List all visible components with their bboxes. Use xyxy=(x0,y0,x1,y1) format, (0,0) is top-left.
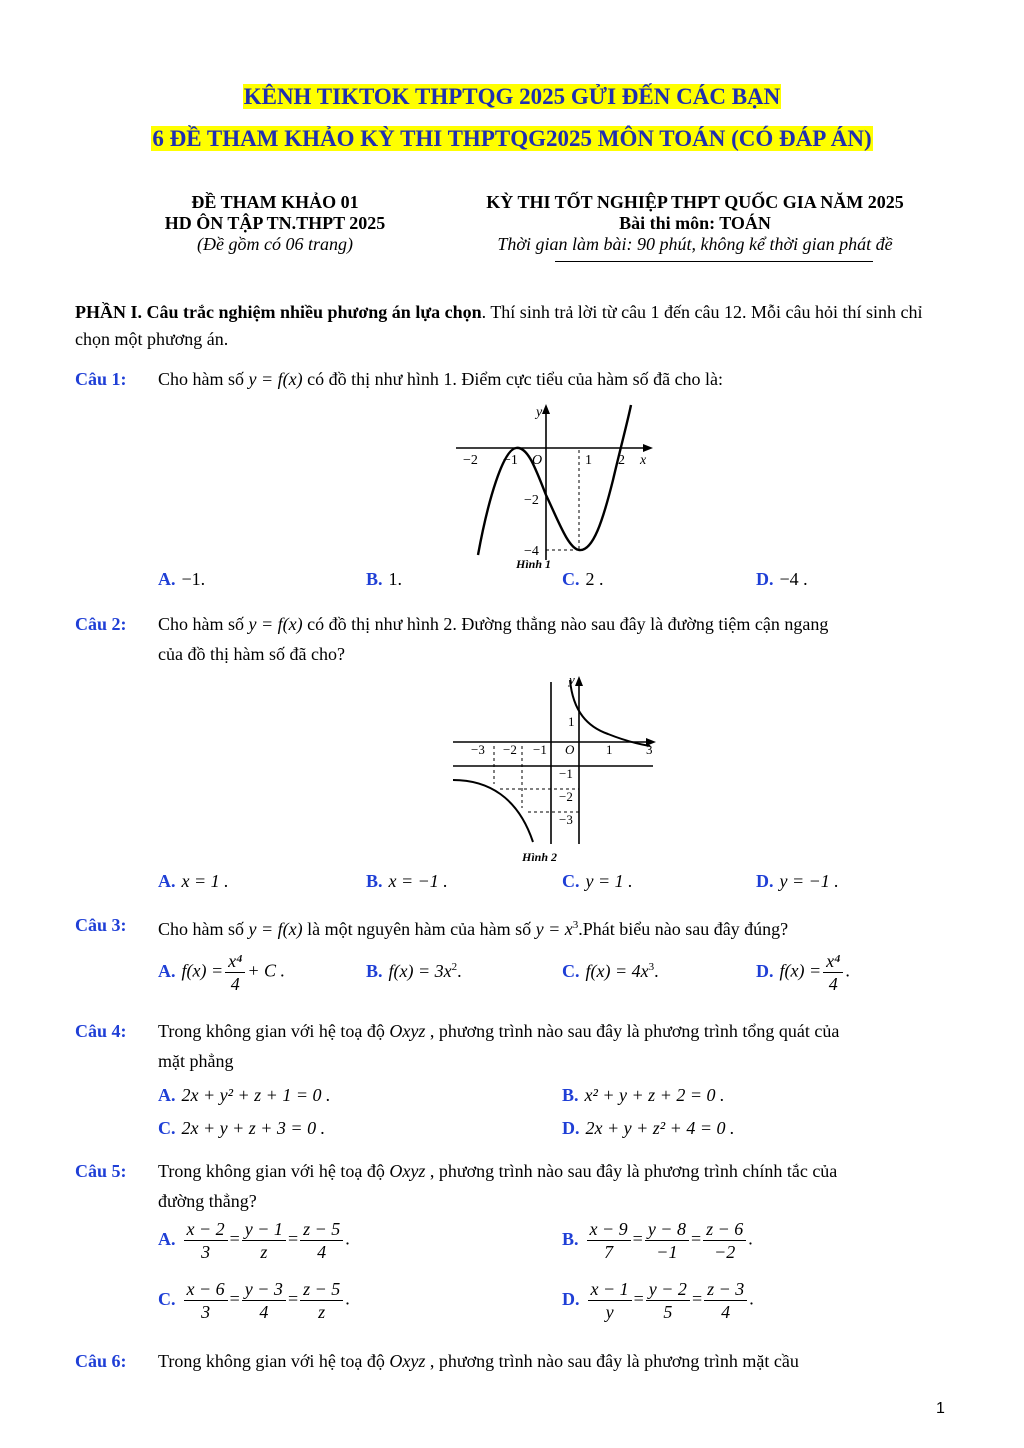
exam-subject: Bài thi môn: TOÁN xyxy=(619,213,771,233)
fraction-numerator: x − 6 xyxy=(184,1278,228,1301)
q5-text-pre: Trong không gian với hệ toạ độ xyxy=(158,1161,390,1181)
option-letter: A. xyxy=(158,1228,176,1249)
option-value: −4 . xyxy=(779,569,808,589)
option-fraction xyxy=(242,1218,286,1263)
option-letter: A. xyxy=(158,960,176,981)
option-letter: B. xyxy=(366,961,383,981)
option-letter: C. xyxy=(562,961,580,981)
fig2-origin: O xyxy=(565,742,575,757)
fraction-numerator: x − 9 xyxy=(587,1218,631,1241)
q3-option-a[interactable] xyxy=(158,950,285,995)
q5-option-c[interactable]: C. $\frac{x - 6}{3}$ = $\frac{y - 3}{4}$ = $\frac{z - 5}{z}$ . xyxy=(158,1279,350,1322)
fig2-xtick: 3 xyxy=(646,742,653,757)
option-value: 2x + y + z² + 4 = 0 . xyxy=(585,1118,735,1138)
q2-option-d[interactable] xyxy=(756,871,839,892)
question-6-label: Câu 6: xyxy=(75,1351,127,1371)
option-letter: D. xyxy=(756,569,774,589)
fig2-ytick: −3 xyxy=(559,812,573,827)
q4-option-a[interactable] xyxy=(158,1085,330,1106)
option-letter: C. xyxy=(158,1118,176,1138)
fraction-denominator: z xyxy=(318,1302,326,1322)
option-fraction xyxy=(703,1218,746,1263)
q4-option-b[interactable] xyxy=(562,1085,724,1106)
fig1-curve xyxy=(478,405,631,555)
fig1-xtick: −2 xyxy=(463,453,478,468)
q2-text-pre: Cho hàm số xyxy=(158,614,249,634)
option-letter: D. xyxy=(562,1118,580,1138)
q5-option-a[interactable]: A. $\frac{x - 2}{3}$ = $\frac{y - 1}{z}$ = $\frac{z - 5}{4}$ . xyxy=(158,1219,350,1262)
header-left xyxy=(140,192,410,255)
q2-math: y = f(x) xyxy=(248,614,303,634)
exam-time: Thời gian làm bài: 90 phút, không kể thời gian phát đề xyxy=(497,234,893,254)
option-tail: . xyxy=(654,961,659,981)
banner-line-1 xyxy=(0,84,1024,110)
option-tail: . xyxy=(457,961,462,981)
option-fraction xyxy=(242,1278,286,1323)
q5-option-b[interactable]: B. $\frac{x - 9}{7}$ = $\frac{y - 8}{-1}$ = $\frac{z - 6}{-2}$ . xyxy=(562,1219,753,1262)
q3-option-c[interactable] xyxy=(562,961,659,982)
fig1-origin: O xyxy=(532,453,543,468)
option-value: y = 1 . xyxy=(585,871,633,891)
exam-org: HD ÔN TẬP TN.THPT 2025 xyxy=(164,213,386,233)
fraction-denominator: 7 xyxy=(604,1242,614,1262)
section-text: . Thí sinh trả lời từ câu 1 đến câu 12. Mỗi câu hỏi thí sinh chỉ chọn một phương án. xyxy=(75,302,923,349)
q5-math: Oxyz xyxy=(389,1161,426,1181)
question-1-text xyxy=(158,364,958,394)
fig1-caption: Hình 1 xyxy=(516,557,552,570)
q3-option-b[interactable] xyxy=(366,961,462,982)
option-sup: 2 xyxy=(451,961,458,973)
fig2-xtick: 1 xyxy=(606,742,613,757)
option-value: x = −1 . xyxy=(388,871,448,891)
option-lhs: f(x) = 3x xyxy=(388,961,452,981)
section-intro xyxy=(75,299,955,353)
fraction-denominator: 4 xyxy=(259,1302,269,1322)
question-2-label: Câu 2: xyxy=(75,614,127,634)
question-1-label: Câu 1: xyxy=(75,369,127,389)
option-value: 2x + y + z + 3 = 0 . xyxy=(181,1118,326,1138)
fig2-xtick: −1 xyxy=(533,742,547,757)
option-fraction xyxy=(300,1278,343,1323)
option-fraction xyxy=(704,1278,747,1323)
question-4-text xyxy=(158,1016,958,1076)
fraction-denominator: 4 xyxy=(721,1302,731,1322)
q1-math: y = f(x) xyxy=(248,369,303,389)
q5-option-d[interactable]: D. $\frac{x - 1}{y}$ = $\frac{y - 2}{5}$ = $\frac{z - 3}{4}$ . xyxy=(562,1279,754,1322)
exam-name: KỲ THI TỐT NGHIỆP THPT QUỐC GIA NĂM 2025 xyxy=(486,192,904,212)
fig1-xtick: −1 xyxy=(503,453,518,468)
option-value: 2x + y² + z + 1 = 0 . xyxy=(181,1085,331,1105)
fraction-denominator: 3 xyxy=(201,1302,211,1322)
option-letter: B. xyxy=(562,1228,579,1249)
option-fraction xyxy=(587,1218,631,1263)
option-value: x = 1 . xyxy=(181,871,229,891)
option-fraction xyxy=(184,1278,228,1323)
fig2-ytick: 1 xyxy=(568,714,575,729)
fig2-curve-right xyxy=(570,680,650,746)
page-number: 1 xyxy=(936,1400,945,1417)
fig2-xtick: −3 xyxy=(471,742,485,757)
fraction-numerator: x − 1 xyxy=(588,1278,632,1301)
fraction-denominator: 4 xyxy=(828,974,838,994)
q2-option-b[interactable] xyxy=(366,871,448,892)
option-value: x² + y + z + 2 = 0 . xyxy=(584,1085,725,1105)
q3-math2-sup: 3 xyxy=(572,919,579,931)
option-fraction xyxy=(225,950,245,995)
option-letter: C. xyxy=(562,569,580,589)
q5-text-post: , phương trình nào sau đây là phương trình chính tắc của xyxy=(425,1161,838,1181)
option-lhs: f(x) = xyxy=(181,960,224,981)
header-right xyxy=(440,192,950,255)
banner-line-1-text: KÊNH TIKTOK THPTQG 2025 GỬI ĐẾN CÁC BẠN xyxy=(243,84,781,109)
page-count-note: (Đề gồm có 06 trang) xyxy=(197,234,353,254)
fraction-numerator: y − 8 xyxy=(645,1218,689,1241)
question-5-text xyxy=(158,1156,958,1216)
question-4-label: Câu 4: xyxy=(75,1021,127,1041)
q6-math: Oxyz xyxy=(389,1351,426,1371)
q3-text-pre: Cho hàm số xyxy=(158,919,249,939)
q1-option-b[interactable] xyxy=(366,569,402,590)
option-letter: A. xyxy=(158,569,176,589)
fig1-ytick: −2 xyxy=(524,493,539,508)
fraction-numerator: x − 2 xyxy=(184,1218,228,1241)
q5-text-line2: đường thẳng? xyxy=(158,1191,257,1211)
fraction-numerator: y − 2 xyxy=(646,1278,690,1301)
option-letter: B. xyxy=(366,569,383,589)
option-letter: A. xyxy=(158,871,176,891)
header-underline xyxy=(555,261,873,262)
fig1-xtick: 2 xyxy=(618,453,625,468)
q1-option-c[interactable] xyxy=(562,569,604,590)
q6-text-pre: Trong không gian với hệ toạ độ xyxy=(158,1351,390,1371)
option-letter: D. xyxy=(756,871,774,891)
exam-code: ĐỀ THAM KHẢO 01 xyxy=(191,192,359,212)
q4-text-pre: Trong không gian với hệ toạ độ xyxy=(158,1021,390,1041)
option-tail: + C . xyxy=(247,960,286,981)
fraction-numerator: y − 3 xyxy=(242,1278,286,1301)
question-3-text xyxy=(158,910,958,944)
option-tail: . xyxy=(845,960,850,981)
option-letter: A. xyxy=(158,1085,176,1105)
fraction-denominator: −2 xyxy=(714,1242,736,1262)
q4-option-c[interactable] xyxy=(158,1118,325,1139)
q3-math2: y = x xyxy=(535,919,573,939)
q2-text-post: có đồ thị như hình 2. Đường thẳng nào sau đây là đường tiệm cận ngang xyxy=(302,614,829,634)
fraction-numerator: y − 1 xyxy=(242,1218,286,1241)
banner-line-2-text: 6 ĐỀ THAM KHẢO KỲ THI THPTQG2025 MÔN TOÁN (CÓ ĐÁP ÁN) xyxy=(152,126,872,151)
fraction-numerator: z − 5 xyxy=(300,1278,343,1301)
fraction-denominator: z xyxy=(260,1242,268,1262)
q1-option-d[interactable] xyxy=(756,569,808,590)
q1-text-pre: Cho hàm số xyxy=(158,369,249,389)
option-value: −1. xyxy=(181,569,206,589)
fig1-y-label: y xyxy=(536,405,543,420)
option-fraction xyxy=(823,950,843,995)
option-lhs: f(x) = 4x xyxy=(585,961,649,981)
fig1-xtick: 1 xyxy=(585,453,592,468)
q3-text-mid: là một nguyên hàm của hàm số xyxy=(302,919,536,939)
q3-option-d[interactable] xyxy=(756,950,850,995)
q2-option-c[interactable] xyxy=(562,871,633,892)
fraction-numerator: z − 5 xyxy=(300,1218,343,1241)
q6-text-post: , phương trình nào sau đây là phương trình mặt cầu xyxy=(425,1351,799,1371)
q1-option-a[interactable] xyxy=(158,569,205,590)
q3-text-post: .Phát biểu nào sau đây đúng? xyxy=(578,919,789,939)
option-value: y = −1 . xyxy=(779,871,839,891)
fraction-denominator: −1 xyxy=(656,1242,678,1262)
figure-2-graph xyxy=(448,672,663,864)
section-title: PHẦN I. Câu trắc nghiệm nhiều phương án lựa chọn xyxy=(75,302,482,322)
fig2-y-arrow xyxy=(575,676,583,686)
fig2-y-label: y xyxy=(569,672,575,687)
q3-math: y = f(x) xyxy=(248,919,303,939)
q4-text-post: , phương trình nào sau đây là phương trình tổng quát của xyxy=(425,1021,840,1041)
question-2-text xyxy=(158,609,958,669)
option-fraction xyxy=(646,1278,690,1323)
q1-text-post: có đồ thị như hình 1. Điểm cực tiểu của hàm số đã cho là: xyxy=(302,369,724,389)
fig2-ytick: −2 xyxy=(559,789,573,804)
question-3-label: Câu 3: xyxy=(75,915,127,935)
fraction-denominator: 3 xyxy=(201,1242,211,1262)
fig2-ytick: −1 xyxy=(559,766,573,781)
q4-text-line2: mặt phẳng xyxy=(158,1051,234,1071)
fraction-denominator: 4 xyxy=(230,974,240,994)
fig2-xtick: −2 xyxy=(503,742,517,757)
fraction-numerator: z − 3 xyxy=(704,1278,747,1301)
fraction-numerator: z − 6 xyxy=(703,1218,746,1241)
banner-line-2 xyxy=(0,126,1024,152)
fraction-denominator: 5 xyxy=(663,1302,673,1322)
option-fraction xyxy=(588,1278,632,1323)
q2-option-a[interactable] xyxy=(158,871,229,892)
option-letter: D. xyxy=(562,1288,580,1309)
question-6-text xyxy=(158,1346,958,1376)
figure-1-graph xyxy=(448,400,663,570)
option-fraction xyxy=(300,1218,343,1263)
fig1-x-arrow xyxy=(643,444,653,452)
option-letter: C. xyxy=(562,871,580,891)
q4-option-d[interactable] xyxy=(562,1118,734,1139)
fraction-numerator: x⁴ xyxy=(225,950,245,973)
fraction-denominator: 4 xyxy=(317,1242,327,1262)
q4-math: Oxyz xyxy=(389,1021,426,1041)
option-letter: C. xyxy=(158,1288,176,1309)
q2-text-line2: của đồ thị hàm số đã cho? xyxy=(158,644,345,664)
option-lhs: f(x) = xyxy=(779,960,822,981)
option-letter: B. xyxy=(366,871,383,891)
option-value: 1. xyxy=(388,569,403,589)
option-fraction xyxy=(184,1218,228,1263)
option-sup: 3 xyxy=(648,961,655,973)
option-letter: D. xyxy=(756,960,774,981)
fig1-y-arrow xyxy=(542,404,550,414)
option-fraction xyxy=(645,1218,689,1263)
option-letter: B. xyxy=(562,1085,579,1105)
option-value: 2 . xyxy=(585,569,604,589)
question-5-label: Câu 5: xyxy=(75,1161,127,1181)
fraction-numerator: x⁴ xyxy=(823,950,843,973)
fig2-caption: Hình 2 xyxy=(522,850,558,864)
fraction-denominator: y xyxy=(605,1302,614,1322)
fig1-ytick: −4 xyxy=(524,544,539,559)
fig1-x-label: x xyxy=(640,453,647,468)
